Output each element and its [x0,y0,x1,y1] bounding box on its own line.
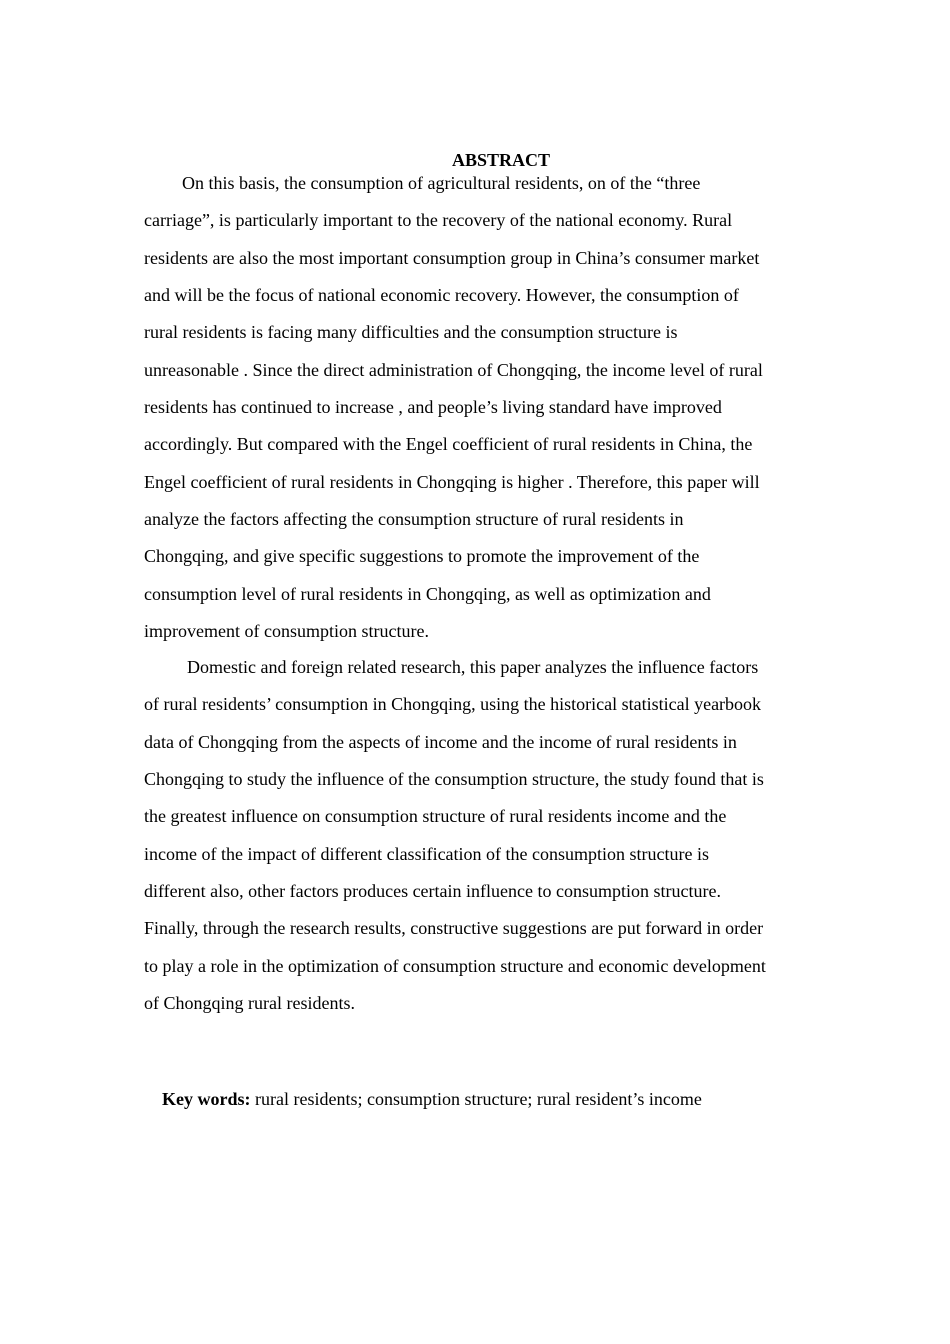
paragraph-line: Chongqing to study the influence of the consumption structure, the study found that is [144,769,764,789]
paragraph-line: On this basis, the consumption of agricultural residents, on of the “three [182,173,701,193]
paragraph-line: residents has continued to increase , and people’s living standard have improved [144,397,722,417]
paragraph-line: unreasonable . Since the direct administration of Chongqing, the income level of rural [144,360,763,380]
keywords-text: rural residents; consumption structure; rural resident’s income [250,1089,702,1109]
paragraph-line: the greatest influence on consumption structure of rural residents income and the [144,806,727,826]
paragraph-line: improvement of consumption structure. [144,621,429,641]
paragraph-line: to play a role in the optimization of consumption structure and economic development [144,956,766,976]
paragraph-line: of rural residents’ consumption in Chongqing, using the historical statistical yearbook [144,694,762,714]
paragraph-line: different also, other factors produces certain influence to consumption structure. [144,881,721,901]
paragraph-line: consumption level of rural residents in Chongqing, as well as optimization and [144,584,711,604]
paragraph-line: Domestic and foreign related research, this paper analyzes the influence factors [187,657,759,677]
paragraph-line: and will be the focus of national economic recovery. However, the consumption of [144,285,739,305]
paragraph-line: income of the impact of different classification of the consumption structure is [144,844,710,864]
paragraph-line: Engel coefficient of rural residents in Chongqing is higher . Therefore, this paper will [144,472,760,492]
abstract-title: ABSTRACT [451,150,551,170]
paragraph-line: data of Chongqing from the aspects of income and the income of rural residents in [144,732,737,752]
paragraph-line: of Chongqing rural residents. [144,993,355,1013]
paragraph-line: carriage”, is particularly important to the recovery of the national economy. Rural [144,210,733,230]
paragraph-line: analyze the factors affecting the consumption structure of rural residents in [144,509,684,529]
paragraph-line: residents are also the most important consumption group in China’s consumer market [144,248,760,268]
paragraph-line: accordingly. But compared with the Engel coefficient of rural residents in China, the [144,434,753,454]
paragraph-line: Chongqing, and give specific suggestions to promote the improvement of the [144,546,700,566]
paragraph-line: rural residents is facing many difficulties and the consumption structure is [144,322,678,342]
paragraph-line: Finally, through the research results, constructive suggestions are put forward in order [144,918,764,938]
keywords-line [162,1087,702,1111]
keywords-label: Key words: [162,1089,251,1109]
